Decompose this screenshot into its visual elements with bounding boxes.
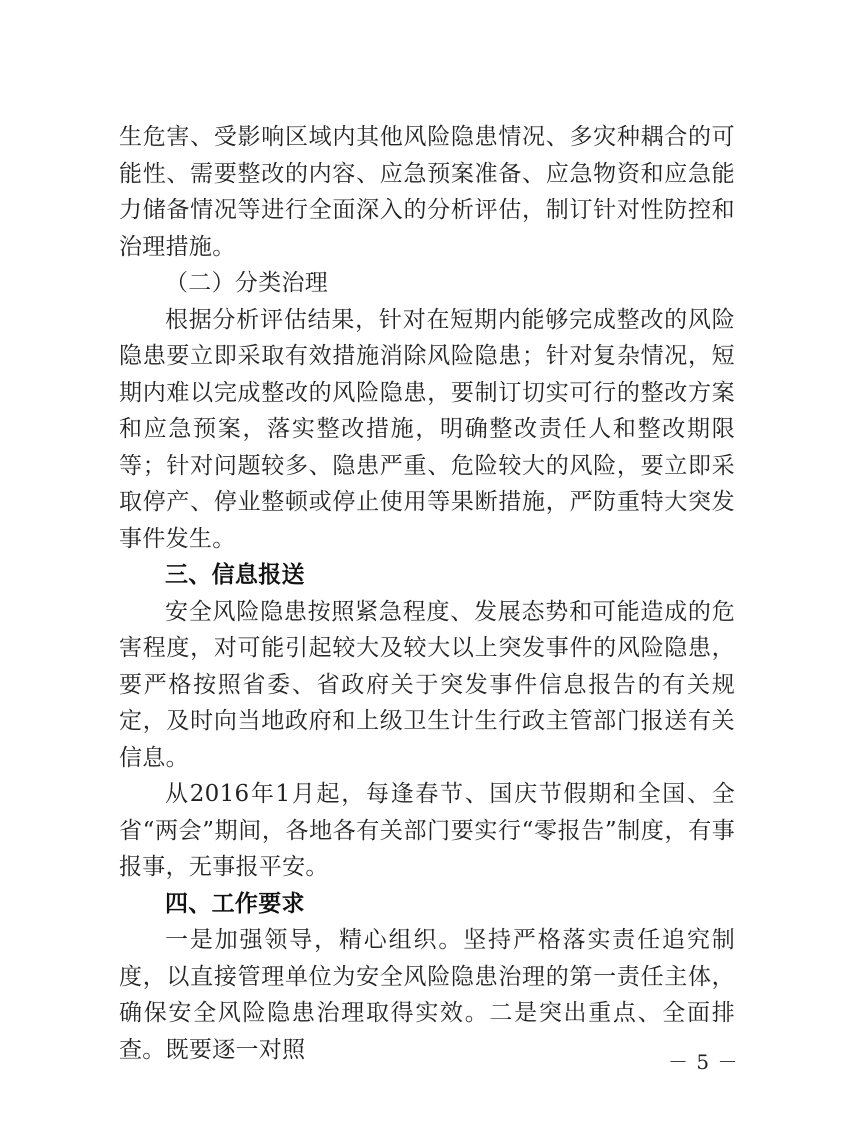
- subsection-heading-classified-governance: （二）分类治理: [165, 270, 329, 296]
- section-heading-information-reporting: 三、信息报送: [165, 562, 305, 588]
- paragraph-continuation: 生危害、受影响区域内其他风险隐患情况、多灾种耦合的可能性、需要整改的内容、应急预案准备、应急物资和应急能力储备情况等进行全面深入的分析评估，制订针对性防控和治理措施。: [119, 124, 735, 260]
- page-number: － 5 －: [668, 1050, 739, 1074]
- paragraph-work-requirements: 一是加强领导，精心组织。坚持严格落实责任追究制度，以直接管理单位为安全风险隐患治理的第一责任主体，确保安全风险隐患治理取得实效。二是突出重点、全面排查。既要逐一对照: [119, 927, 735, 1063]
- paragraph-classified-governance: 根据分析评估结果，针对在短期内能够完成整改的风险隐患要立即采取有效措施消除风险隐患；针对复杂情况，短期内难以完成整改的风险隐患，要制订切实可行的整改方案和应急预案，落实整改措施，明确整改责任人和整改期限等；针对问题较多、隐患严重、危险较大的风险，要立即采取停产、停业整顿或停止使用等果断措施，严防重特大突发事件发生。: [119, 306, 735, 552]
- paragraph-zero-report: 从2016年1月起，每逢春节、国庆节假期和全国、全省“两会”期间，各地各有关部门要实行“零报告”制度，有事报事，无事报平安。: [119, 781, 735, 880]
- body-text: [119, 119, 735, 1068]
- paragraph-reporting-rules: 安全风险隐患按照紧急程度、发展态势和可能造成的危害程度，对可能引起较大及较大以上突发事件的风险隐患，要严格按照省委、省政府关于突发事件信息报告的有关规定，及时向当地政府和上级卫生计生行政主管部门报送有关信息。: [119, 598, 735, 771]
- section-heading-work-requirements: 四、工作要求: [165, 890, 305, 917]
